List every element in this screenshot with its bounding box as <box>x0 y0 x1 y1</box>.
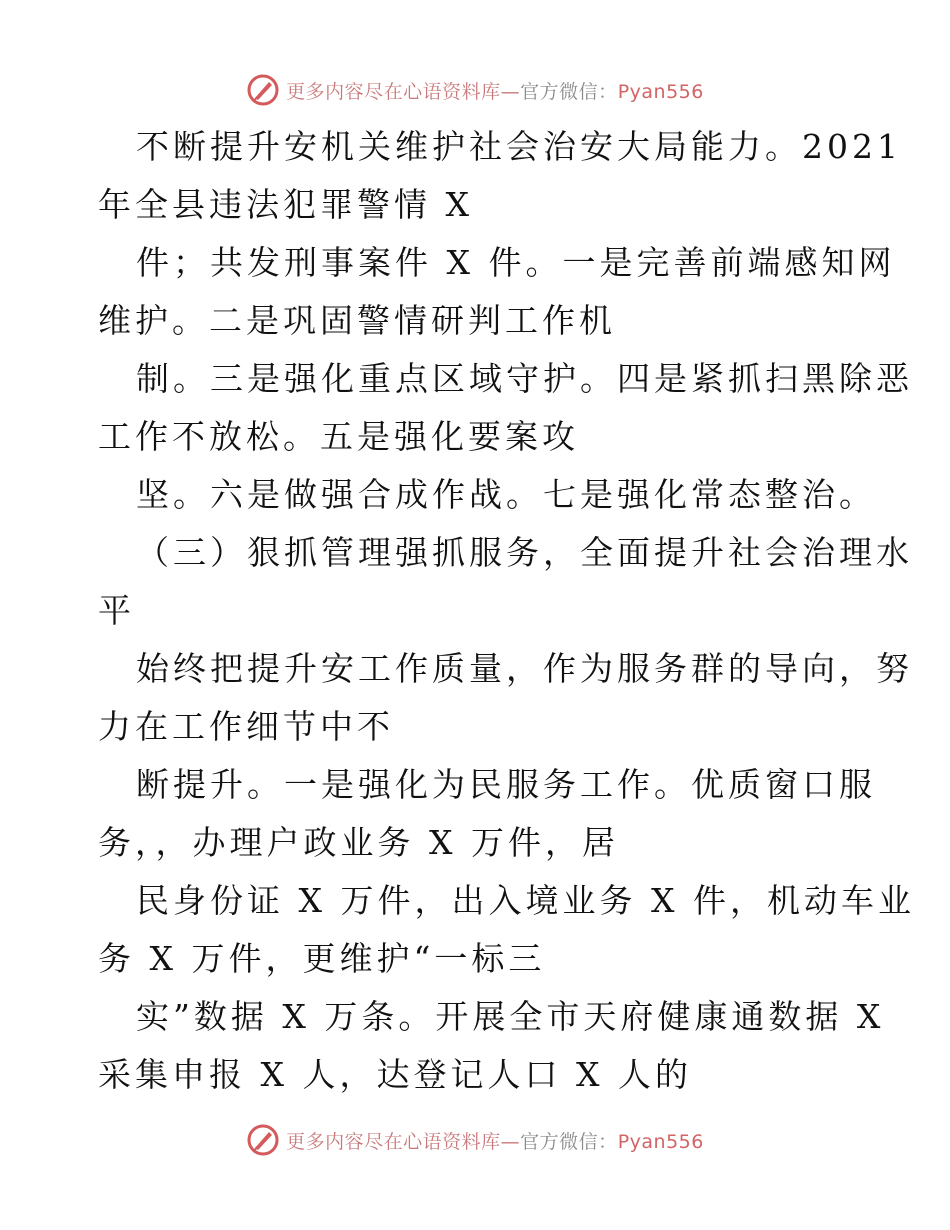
body-line: 务 X 万件，更维护“一标三 <box>98 939 546 978</box>
watermark-text: 更多内容尽在心语资料库—官方微信：Pyan556 <box>286 80 704 103</box>
body-line: 采集申报 X 人，达登记人口 X 人的 <box>98 1055 692 1094</box>
quill-logo-icon <box>246 1123 280 1157</box>
body-line: 维护。二是巩固警情研判工作机 <box>98 301 616 340</box>
quill-logo-icon <box>246 73 280 107</box>
section-heading: （三）狠抓管理强抓服务，全面提升社会治理水 <box>136 533 913 572</box>
body-line: 不断提升安机关维护社会治安大局能力。2021 <box>136 127 902 166</box>
body-line: 年全县违法犯罪警情 X <box>98 185 473 224</box>
body-line: 制。三是强化重点区域守护。四是紧抓扫黑除恶 <box>136 359 913 398</box>
footer-watermark <box>0 1120 950 1160</box>
document-body <box>98 118 915 1104</box>
body-line: 民身份证 X 万件，出入境业务 X 件，机动车业 <box>136 881 915 920</box>
body-line: 断提升。一是强化为民服务工作。优质窗口服 <box>136 765 876 804</box>
body-line: 实”数据 X 万条。开展全市天府健康通数据 X <box>136 997 885 1036</box>
watermark-text: 更多内容尽在心语资料库—官方微信：Pyan556 <box>286 1130 704 1153</box>
body-line: 始终把提升安工作质量，作为服务群的导向，努 <box>136 649 913 688</box>
body-line: 工作不放松。五是强化要案攻 <box>98 417 579 456</box>
body-line: 务，，办理户政业务 X 万件，居 <box>98 823 619 862</box>
body-line: 坚。六是做强合成作战。七是强化常态整治。 <box>136 475 876 514</box>
body-line: 力在工作细节中不 <box>98 707 394 746</box>
section-heading-cont: 平 <box>98 591 135 630</box>
header-watermark <box>0 70 950 110</box>
body-line: 件；共发刑事案件 X 件。一是完善前端感知网 <box>136 243 896 282</box>
